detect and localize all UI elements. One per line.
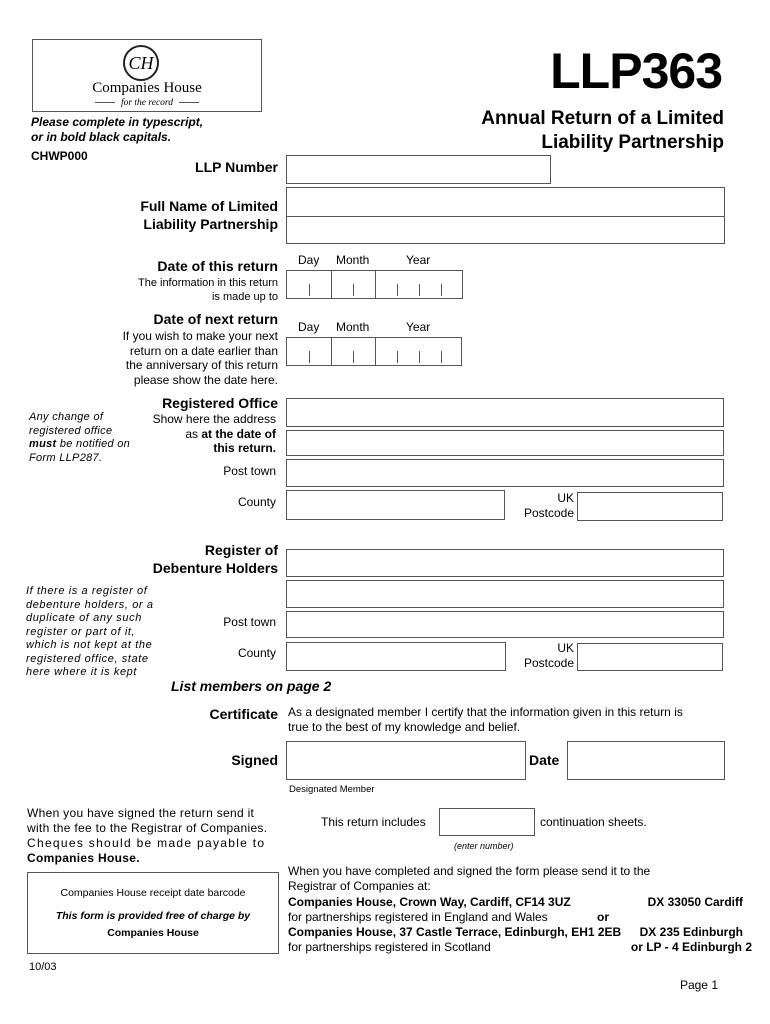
postcode-field[interactable] [577,492,723,521]
cardiff-dx: DX 33050 Cardiff [647,895,743,909]
or-text: or [597,910,609,924]
send-address-intro: When you have completed and signed the form please send it to the Registrar of Companies at: [288,864,651,893]
post-town-field[interactable] [286,459,724,487]
debenture-post-town-label: Post town [223,615,276,629]
debenture-line2[interactable] [286,580,724,608]
version-code: 10/03 [29,961,57,973]
debenture-county-field[interactable] [286,642,506,671]
date-return-field[interactable] [286,270,463,299]
registered-office-line2[interactable] [286,430,724,456]
signed-label: Signed [231,752,278,768]
edinburgh-dx: DX 235 Edinburgh [639,925,743,939]
registered-office-heading: Registered Office [162,395,278,411]
month-label: Month [336,253,370,267]
county-field[interactable] [286,490,505,520]
day-label: Day [298,253,320,267]
debenture-county-label: County [237,646,276,660]
receipt-box [27,872,279,954]
certificate-label: Certificate [209,706,278,722]
continuation-count-field[interactable] [439,808,535,836]
year-label-2: Year [406,320,431,334]
day-label-2: Day [298,320,320,334]
county-label: County [237,495,276,509]
form-code: LLP363 [550,43,722,99]
includes-label: This return includes [321,815,426,829]
debenture-uk-postcode-label: UK Postcode [523,641,574,670]
cardiff-address: Companies House, Crown Way, Cardiff, CF14 3UZ [288,895,571,909]
logo-tagline: for the record [33,98,261,108]
llp-number-label: LLP Number [195,159,278,175]
instruction: Please complete in typescript, or in bold black capitals. [31,115,204,144]
date-next-field[interactable] [286,337,462,366]
edinburgh-address: Companies House, 37 Castle Terrace, Edinburgh, EH1 2EB [288,925,622,939]
signature-field[interactable] [286,741,526,780]
logo-name: Companies House [92,80,202,96]
ch-monogram-icon: CH [123,45,159,81]
date-return-label: Date of this return [157,258,278,274]
cardiff-note: for partnerships registered in England and Wales [288,910,548,924]
edinburgh-dx-alt: or LP - 4 Edinburgh 2 [630,940,752,954]
post-town-label: Post town [223,464,276,478]
debenture-note: If there is a register of debenture holders, or a duplicate of any such register or part of it, which is not kept at the registered office, state here where it is kept [26,585,154,678]
free-of-charge-text: This form is provided free of charge by [55,910,251,922]
registered-office-line1[interactable] [286,398,724,427]
debenture-line1[interactable] [286,549,724,577]
send-instructions: When you have signed the return send it with the fee to the Registrar of Companies. Cheques should be made payable to Companies House. [27,806,268,865]
registered-office-instruction: Show here the address as at the date of this return. [152,412,276,455]
year-label: Year [406,253,431,267]
date-next-label: Date of next return [153,311,278,327]
designated-member-label: Designated Member [289,784,375,795]
debenture-heading: Register of Debenture Holders [152,542,278,576]
receipt-barcode-label: Companies House receipt date barcode [60,887,246,899]
signed-date-field[interactable] [567,741,725,780]
continuation-label: continuation sheets. [540,815,647,829]
form-title: Annual Return of a Limited Liability Partnership [481,108,724,153]
full-name-field[interactable] [286,187,725,244]
free-of-charge-org: Companies House [107,927,199,939]
registered-office-note: Any change of registered office must be notified on Form LLP287. [29,411,131,464]
uk-postcode-label: UK Postcode [523,491,574,520]
debenture-postcode-field[interactable] [577,643,723,671]
date-label: Date [529,752,560,768]
llp-number-field[interactable] [286,155,551,184]
chwp-code: CHWP000 [31,149,88,163]
date-next-note: If you wish to make your next return on a date earlier than the anniversary of this return please show the date here. [122,329,278,387]
certificate-text: As a designated member I certify that the information given in this return is true to the best of my knowledge and belief. [288,705,683,734]
list-members-note: List members on page 2 [171,678,332,694]
month-label-2: Month [336,320,370,334]
companies-house-logo [32,39,262,112]
enter-number-hint: (enter number) [454,841,514,851]
date-return-note: The information in this return is made up to [137,277,278,303]
edinburgh-note: for partnerships registered in Scotland [288,940,491,954]
page-number: Page 1 [679,978,718,992]
full-name-label: Full Name of Limited Liability Partnership [140,198,278,232]
debenture-post-town-field[interactable] [286,611,724,638]
